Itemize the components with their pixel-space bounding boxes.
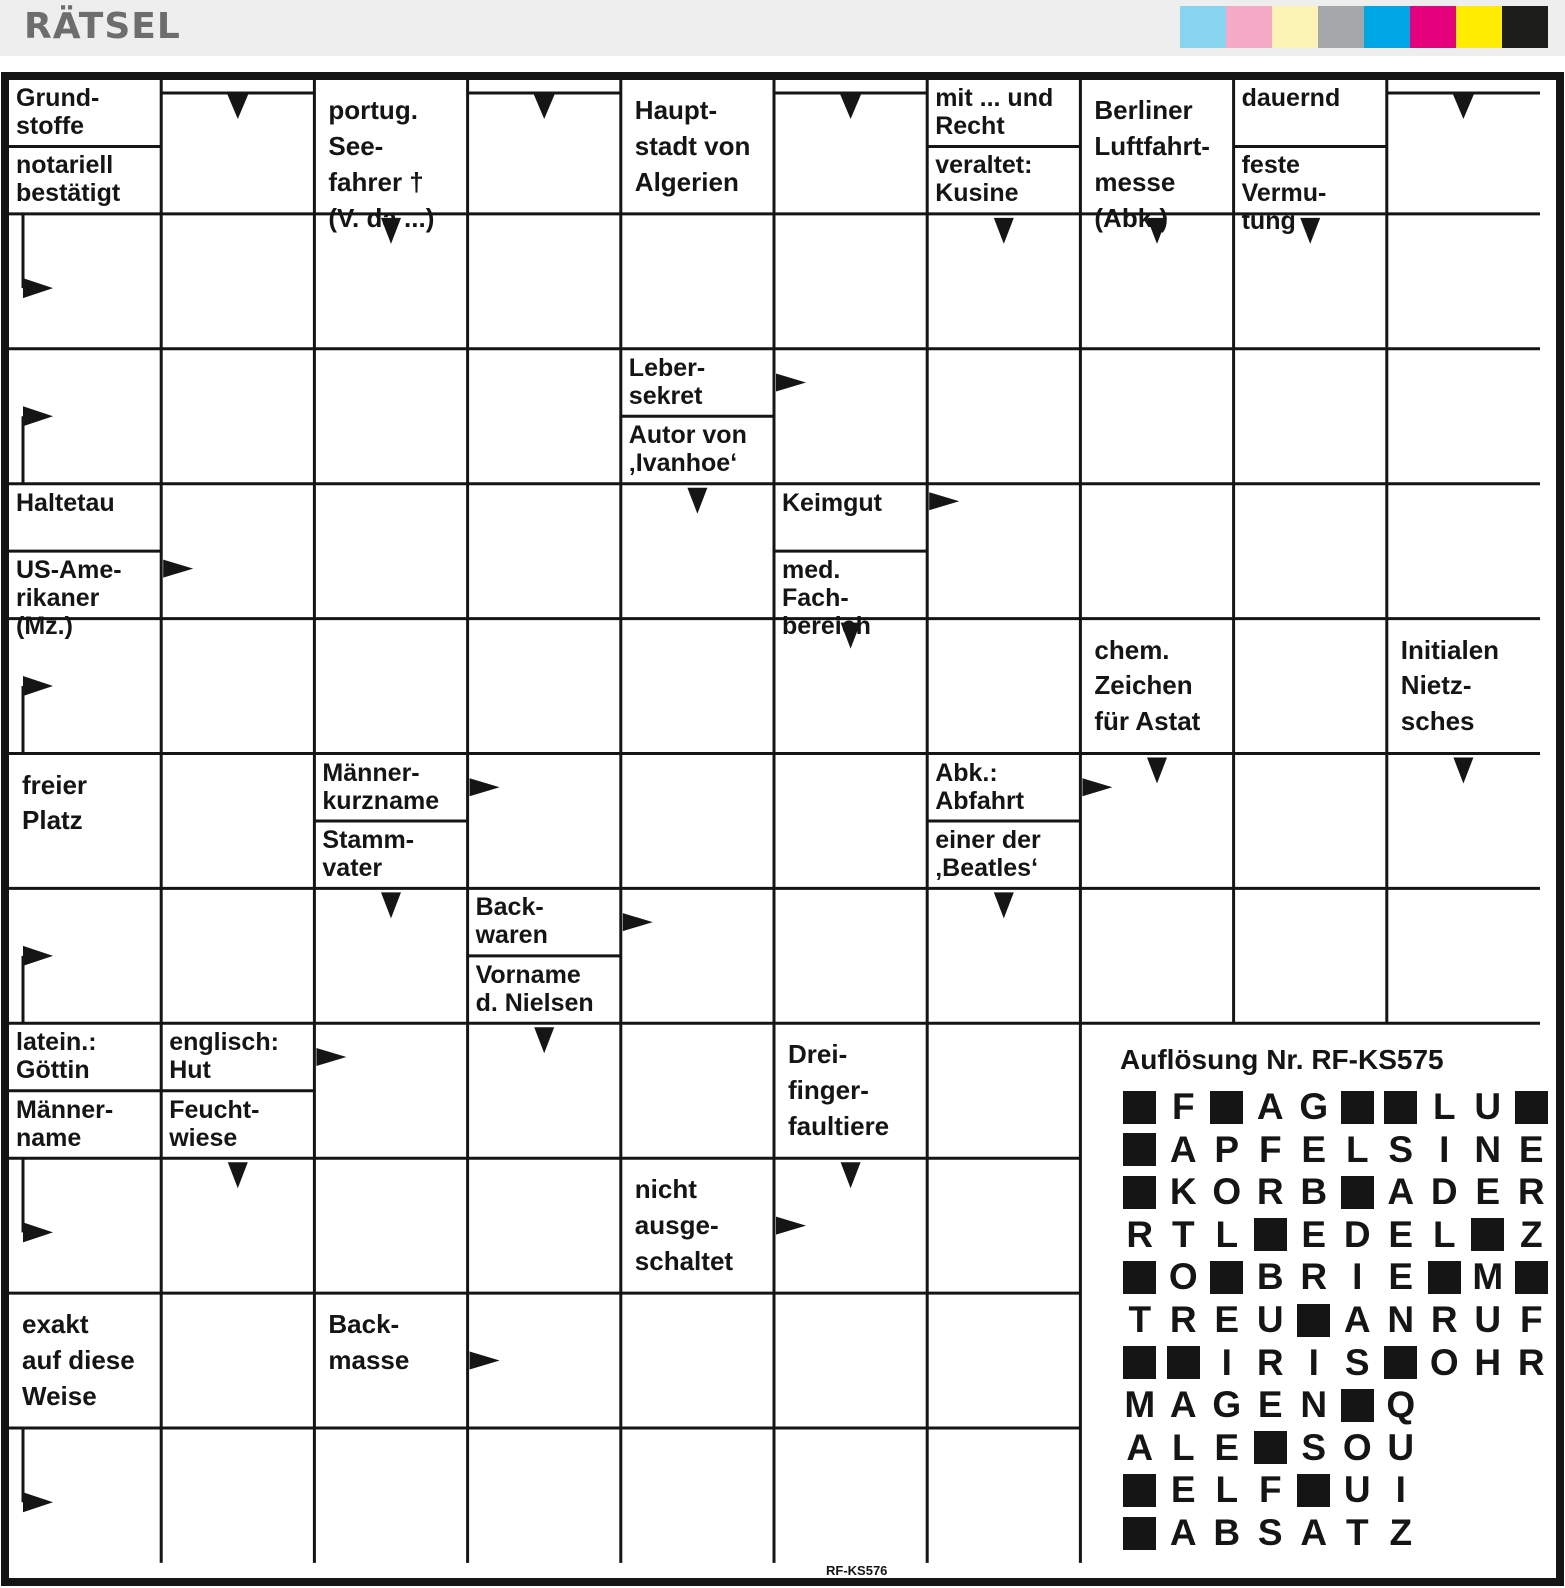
solution-letter: L: [1215, 1213, 1239, 1255]
clue-text-bottom: veraltet: Kusine: [935, 151, 1033, 208]
arrow-right: [470, 778, 500, 796]
solution-letter: B: [1300, 1171, 1328, 1213]
clue-text-bottom: feste Vermu- tung: [1241, 151, 1327, 236]
clue-text-bottom: Autor von ‚Ivanhoe‘: [628, 421, 747, 478]
clue-text: Haupt- stadt von Algerien: [634, 95, 751, 197]
solution-letter: U: [1474, 1299, 1502, 1340]
solution-block: [1249, 1427, 1293, 1469]
clue-text: Back- masse: [328, 1309, 410, 1375]
solution-letter: U: [1256, 1299, 1284, 1340]
solution-letter: R: [1517, 1171, 1545, 1213]
solution-letter: A: [1126, 1426, 1154, 1468]
clue-text: chem. Zeichen für Astat: [1094, 634, 1201, 737]
solution-row: [1118, 1384, 1423, 1426]
clue-text: Drei- finger- faultiere: [788, 1039, 890, 1142]
page-title: RÄTSEL: [24, 6, 181, 47]
solution-letter: R: [1256, 1171, 1284, 1213]
solution-letter: T: [1171, 1213, 1195, 1255]
solution-letter: H: [1474, 1341, 1502, 1383]
solution-letter: S: [1257, 1512, 1283, 1553]
arrow-hook-down: [840, 93, 862, 119]
clue-text-bottom: einer der ‚Beatles‘: [935, 825, 1041, 882]
solution-letter: O: [1429, 1341, 1459, 1383]
solution-letter: E: [1518, 1128, 1544, 1170]
solution-letter: L: [1215, 1469, 1239, 1511]
clue-text-top: dauernd: [1241, 84, 1341, 112]
solution-letter: O: [1342, 1426, 1372, 1468]
arrow-down: [1453, 758, 1473, 784]
solution-letter: G: [1212, 1384, 1242, 1426]
solution-block: [1205, 1256, 1249, 1298]
solution-block: [1118, 1469, 1162, 1511]
solution-letter: B: [1256, 1256, 1284, 1298]
solution-letter: R: [1430, 1299, 1458, 1340]
arrow-down: [994, 892, 1014, 918]
solution-letter: O: [1168, 1256, 1198, 1298]
solution-letter: A: [1169, 1384, 1197, 1426]
arrow-flag-right: [23, 946, 53, 966]
arrow-right: [163, 560, 193, 578]
solution-letter: E: [1475, 1171, 1501, 1213]
arrow-down: [841, 1162, 861, 1188]
solution-letter: M: [1124, 1384, 1156, 1426]
solution-letter: T: [1345, 1512, 1369, 1553]
solution-letter: F: [1258, 1128, 1282, 1170]
solution-block: [1118, 1256, 1162, 1298]
solution-letter: Z: [1389, 1512, 1413, 1553]
solution-block: [1118, 1086, 1162, 1128]
clue-text-bottom: Feucht- wiese: [169, 1095, 260, 1152]
solution-letter: F: [1171, 1086, 1195, 1127]
solution-block: [1379, 1342, 1423, 1384]
solution-letter: Q: [1386, 1384, 1416, 1426]
arrow-right: [776, 374, 806, 392]
solution-letter: F: [1519, 1299, 1543, 1340]
solution-row: [1118, 1256, 1553, 1298]
solution-row: [1118, 1086, 1553, 1128]
solution-letter: A: [1169, 1512, 1197, 1553]
solution-letter: K: [1169, 1171, 1197, 1213]
solution-letter: I: [1395, 1469, 1406, 1511]
solution-letter: O: [1212, 1171, 1242, 1213]
solution-panel: [1092, 1038, 1545, 1580]
arrow-flag-right: [23, 676, 53, 696]
header-bar: [0, 0, 1565, 56]
solution-letter: E: [1301, 1213, 1327, 1255]
puzzle-code: RF-KS576: [826, 1563, 888, 1578]
arrow-flag-right: [23, 1222, 53, 1242]
solution-block: [1466, 1214, 1510, 1256]
color-swatch: [1226, 6, 1272, 48]
solution-row: [1118, 1214, 1553, 1256]
solution-letter: L: [1345, 1128, 1369, 1170]
arrow-flag-right: [23, 1492, 53, 1512]
solution-letter: I: [1352, 1256, 1363, 1298]
clue-text-bottom: med. Fach- bereich: [782, 556, 871, 641]
clue-text: nicht ausge- schaltet: [634, 1174, 734, 1276]
solution-block: [1510, 1256, 1554, 1298]
solution-row: [1118, 1171, 1553, 1213]
solution-letter: R: [1169, 1299, 1197, 1340]
clue-text-bottom: Männer- name: [16, 1095, 114, 1152]
clue-text-top: englisch: Hut: [169, 1028, 279, 1085]
clue-text-bottom: Stamm- vater: [322, 825, 415, 882]
solution-block: [1292, 1469, 1336, 1511]
color-swatch: [1364, 6, 1410, 48]
arrow-down: [534, 1027, 554, 1053]
solution-letter: A: [1387, 1171, 1415, 1213]
arrow-down: [381, 892, 401, 918]
solution-block: [1118, 1129, 1162, 1171]
solution-letter: S: [1344, 1341, 1370, 1383]
arrow-hook-down: [533, 93, 555, 119]
solution-letter: E: [1388, 1256, 1414, 1298]
arrow-down: [994, 218, 1014, 244]
arrow-right: [316, 1048, 346, 1066]
solution-letter: N: [1300, 1384, 1328, 1426]
solution-row: [1118, 1129, 1553, 1171]
clue-text: portug. See- fahrer † (V. da ...): [328, 95, 435, 233]
arrow-hook-down: [227, 93, 249, 119]
solution-letter: L: [1432, 1213, 1456, 1255]
color-swatch: [1180, 6, 1226, 48]
solution-letter: I: [1308, 1341, 1319, 1383]
clue-text: freier Platz: [22, 769, 88, 836]
clue-text: Berliner Luftfahrt- messe (Abk.): [1094, 95, 1210, 233]
solution-letter: N: [1474, 1128, 1502, 1170]
solution-letter: U: [1474, 1086, 1502, 1127]
solution-letter: U: [1387, 1426, 1415, 1468]
solution-block: [1162, 1342, 1206, 1384]
clue-text: Initialen Nietz- sches: [1400, 634, 1500, 737]
solution-letter: T: [1128, 1299, 1152, 1340]
solution-letter: Z: [1519, 1213, 1543, 1255]
clue-text-bottom: Vorname d. Nielsen: [475, 960, 594, 1017]
solution-letter: N: [1387, 1299, 1415, 1340]
solution-letter: I: [1439, 1128, 1450, 1170]
solution-letter: A: [1300, 1512, 1328, 1553]
solution-letter: D: [1430, 1171, 1458, 1213]
solution-block: [1510, 1086, 1554, 1128]
color-swatch: [1456, 6, 1502, 48]
solution-letter: S: [1388, 1128, 1414, 1170]
clue-text-top: Back- waren: [475, 893, 548, 950]
solution-letter: G: [1299, 1086, 1329, 1127]
solution-letter: D: [1343, 1213, 1371, 1255]
arrow-flag-right: [23, 278, 53, 298]
solution-block: [1118, 1342, 1162, 1384]
clue-text: exakt auf diese Weise: [22, 1309, 135, 1411]
solution-block: [1205, 1086, 1249, 1128]
solution-letter: U: [1343, 1469, 1371, 1511]
solution-block: [1118, 1171, 1162, 1213]
solution-letter: S: [1301, 1426, 1327, 1468]
solution-letter: E: [1170, 1469, 1196, 1511]
color-swatch: [1318, 6, 1364, 48]
clue-text-bottom: US-Ame- rikaner (Mz.): [16, 556, 122, 641]
arrow-flag-right: [23, 406, 53, 426]
solution-block: [1336, 1086, 1380, 1128]
clue-text-bottom: notariell bestätigt: [16, 151, 121, 208]
color-swatch: [1502, 6, 1548, 48]
arrow-down: [1300, 218, 1320, 244]
clue-text-top: Haltetau: [16, 488, 115, 517]
color-calibration-swatches: [1180, 6, 1548, 48]
solution-row: [1118, 1299, 1553, 1341]
solution-row: [1118, 1469, 1423, 1511]
arrow-right: [1082, 778, 1112, 796]
solution-letter: E: [1257, 1384, 1283, 1426]
solution-letter: L: [1171, 1426, 1195, 1468]
arrow-down: [1147, 758, 1167, 784]
solution-letter: R: [1300, 1256, 1328, 1298]
solution-letter: L: [1432, 1086, 1456, 1127]
solution-row: [1118, 1427, 1423, 1469]
clue-text-top: latein.: Göttin: [16, 1028, 97, 1085]
solution-letter: R: [1256, 1341, 1284, 1383]
solution-letter: B: [1213, 1512, 1241, 1553]
arrow-right: [470, 1352, 500, 1370]
solution-letter: E: [1388, 1213, 1414, 1255]
solution-letter: M: [1472, 1256, 1504, 1298]
arrow-down: [228, 1162, 248, 1188]
solution-block: [1249, 1214, 1293, 1256]
solution-block: [1379, 1086, 1423, 1128]
clue-text-top: Männer- kurzname: [322, 758, 440, 815]
solution-letter: R: [1517, 1341, 1545, 1383]
color-swatch: [1410, 6, 1456, 48]
clue-text-top: Keimgut: [782, 488, 882, 517]
solution-letter: R: [1126, 1213, 1154, 1255]
solution-letter: A: [1256, 1086, 1284, 1127]
solution-letter: F: [1258, 1469, 1282, 1511]
clue-text-top: Leber- sekret: [628, 353, 706, 410]
solution-letter: E: [1214, 1299, 1240, 1340]
solution-letter: A: [1343, 1299, 1371, 1340]
solution-row: [1118, 1342, 1553, 1384]
solution-letter: P: [1214, 1128, 1240, 1170]
clue-text-top: mit ... und Recht: [935, 84, 1054, 140]
solution-letter: I: [1221, 1341, 1232, 1383]
arrow-right: [623, 913, 653, 931]
solution-letter: E: [1301, 1128, 1327, 1170]
solution-row: [1118, 1512, 1423, 1554]
arrow-right: [776, 1217, 806, 1235]
color-swatch: [1272, 6, 1318, 48]
clue-text-top: Abk.: Abfahrt: [935, 758, 1025, 815]
solution-block: [1118, 1512, 1162, 1554]
solution-title: Auflösung Nr. RF-KS575: [1120, 1044, 1444, 1075]
arrow-down: [687, 488, 707, 514]
arrow-right: [929, 492, 959, 510]
solution-block: [1336, 1384, 1380, 1426]
clue-text-top: Grund- stoffe: [16, 84, 100, 140]
solution-block: [1336, 1171, 1380, 1213]
solution-letter: E: [1214, 1426, 1240, 1468]
solution-letter: A: [1169, 1128, 1197, 1170]
solution-block: [1292, 1299, 1336, 1341]
arrow-hook-down: [1452, 93, 1474, 119]
solution-block: [1423, 1256, 1467, 1298]
